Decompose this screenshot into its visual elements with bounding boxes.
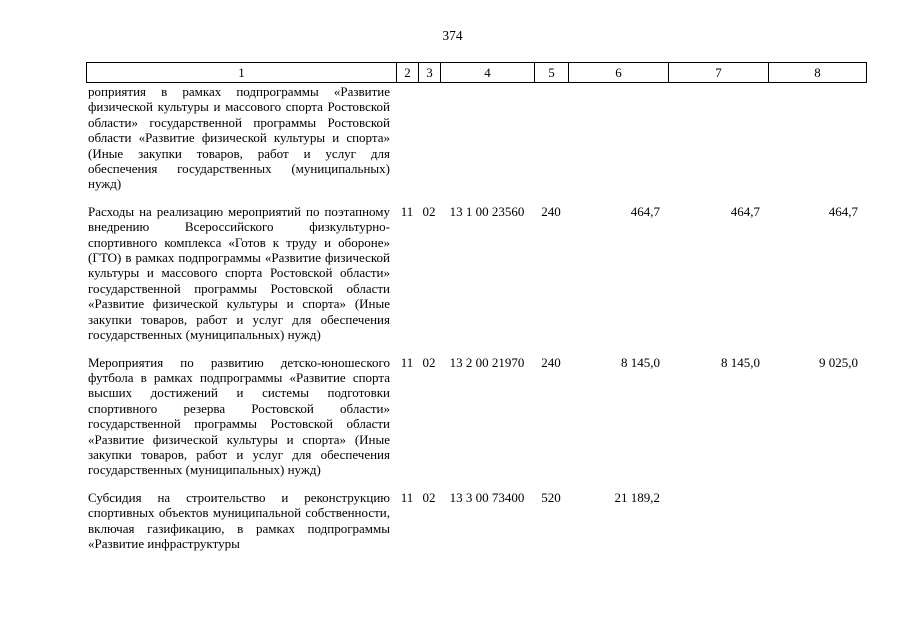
section-code: 11 — [400, 354, 414, 370]
column-header-6: 6 — [569, 63, 669, 83]
target-article-code — [440, 84, 534, 192]
row-description: Субсидия на строительство и реконструкцию спортивных объектов муниципальной собственности, включая газификацию, в рамках подпрограммы «Развитие инфраструктуры — [88, 489, 390, 551]
column-header-2: 2 — [397, 63, 419, 83]
row-description: роприятия в рамках подпрограммы «Развитие физической культуры и массового спорта Ростовской области» государственной программы Ростовской области «Развитие физической культуры и спорта» (Иные закупки товаров, работ и услуг для обеспечения государственных (муниципальных) нужд) — [88, 84, 390, 192]
section-code: 11 — [400, 203, 414, 219]
amount-col-8 — [768, 84, 866, 192]
column-header-7: 7 — [669, 63, 769, 83]
expense-type-code: 240 — [541, 354, 561, 370]
amount-col-8: 9 025,0 — [819, 354, 858, 370]
amount-col-8: 464,7 — [828, 203, 858, 219]
section-code — [396, 84, 418, 192]
subsection-code: 02 — [422, 354, 436, 370]
column-header-5: 5 — [535, 63, 569, 83]
amount-col-6: 21 189,2 — [614, 489, 660, 505]
table-row — [86, 343, 866, 478]
amount-col-6 — [568, 84, 668, 192]
table-row — [86, 192, 866, 343]
section-code: 11 — [400, 489, 414, 505]
column-header-4: 4 — [441, 63, 535, 83]
column-header-3: 3 — [419, 63, 441, 83]
table-header — [86, 62, 867, 83]
subsection-code: 02 — [422, 489, 436, 505]
amount-col-7 — [668, 478, 768, 552]
amount-col-6: 464,7 — [630, 203, 660, 219]
subsection-code — [418, 84, 440, 192]
expense-type-code — [534, 84, 568, 192]
page-number: 374 — [442, 28, 463, 43]
row-description: Расходы на реализацию мероприятий по поэтапному внедрению Всероссийского физкультурно-спортивного комплекса «Готов к труду и обороне» (ГТО) в рамках подпрограммы «Развитие физической культуры и массового спорта Ростовской области» государственной программы Ростовской области «Развитие физической культуры и спорта» (Иные закупки товаров, работ и услуг для обеспечения государственных (муниципальных) нужд) — [88, 203, 390, 343]
amount-col-7: 464,7 — [730, 203, 760, 219]
column-header-8: 8 — [769, 63, 867, 83]
amount-col-8 — [768, 478, 866, 552]
expense-type-code: 240 — [541, 203, 561, 219]
target-article-code: 13 2 00 21970 — [449, 354, 525, 370]
expense-type-code: 520 — [541, 489, 561, 505]
target-article-code: 13 3 00 73400 — [449, 489, 525, 505]
amount-col-7: 8 145,0 — [721, 354, 760, 370]
row-description: Мероприятия по развитию детско-юношеского футбола в рамках подпрограммы «Развитие спорта высших достижений и системы подготовки спортивного резерва Ростовской области» государственной программы Ростовской области «Развитие физической культуры и спорта» (Иные закупки товаров, работ и услуг для обеспечения государственных (муниципальных) нужд) — [88, 354, 390, 478]
table-row — [86, 84, 866, 192]
column-header-1: 1 — [87, 63, 397, 83]
amount-col-7 — [668, 84, 768, 192]
amount-col-6: 8 145,0 — [621, 354, 660, 370]
budget-table-body — [86, 84, 866, 551]
subsection-code: 02 — [422, 203, 436, 219]
table-row — [86, 478, 866, 552]
target-article-code: 13 1 00 23560 — [449, 203, 525, 219]
